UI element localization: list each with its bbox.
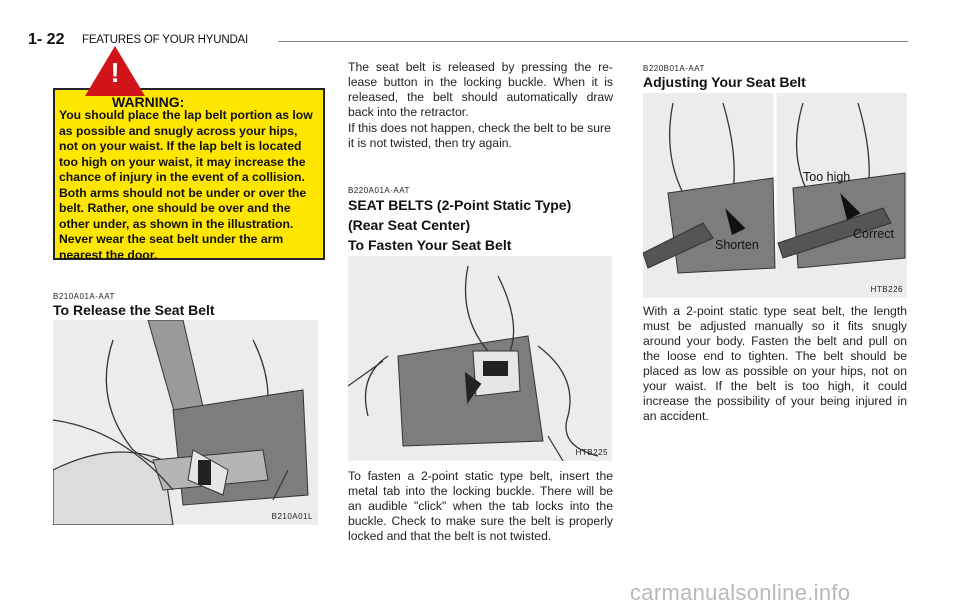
warning-title: WARNING:: [112, 94, 185, 110]
label-correct: Correct: [853, 227, 894, 241]
release-text-2: If this does not happen, check the belt to be sure it is not twisted, then try again.: [348, 121, 611, 150]
fasten-figure-label: HTB225: [575, 448, 608, 457]
adjust-drawing: [643, 93, 907, 298]
page-header: [28, 31, 908, 51]
fasten-code: B220A01A-AAT: [348, 186, 410, 195]
adjust-code: B220B01A-AAT: [643, 64, 705, 73]
release-text-1: The seat belt is released by pressing the re-lease button in the locking buckle. When it is released, the belt should automatically draw back into the retractor.: [348, 60, 613, 119]
header-rule: [278, 41, 908, 42]
release-figure-label: B210A01L: [271, 512, 313, 521]
fasten-illustration: [348, 256, 612, 461]
section-title: FEATURES OF YOUR HYUNDAI: [82, 34, 249, 46]
warning-exclamation: !: [110, 57, 120, 88]
fasten-heading-2: (Rear Seat Center): [348, 217, 471, 233]
release-drawing: [53, 320, 318, 525]
adjust-heading: Adjusting Your Seat Belt: [643, 74, 806, 90]
fasten-drawing: [348, 256, 612, 461]
fasten-heading-3: To Fasten Your Seat Belt: [348, 237, 512, 253]
fasten-text: To fasten a 2-point static type belt, insert the metal tab into the locking buckle. There will be an audible "click" when the tab locks into the buckle. Check to make sure the belt is properly locked and that the belt is not twisted.: [348, 469, 613, 543]
label-too-high: Too high: [803, 170, 851, 184]
release-heading: To Release the Seat Belt: [53, 302, 215, 318]
adjust-figure-label: HTB226: [870, 285, 903, 294]
release-illustration: [53, 320, 318, 525]
adjust-text: With a 2-point static type seat belt, the length must be adjusted manually so it fits snugly around your body. Fasten the belt and pull on the loose end to tighten. The belt should be placed as low as possible on your hips, not on your waist. If the belt is too high, it could increase the possibility of your being injured in an accident.: [643, 304, 907, 423]
fasten-heading-1: SEAT BELTS (2-Point Static Type): [348, 197, 572, 213]
page-number: 1- 22: [28, 31, 65, 48]
adjust-illustration: [643, 93, 907, 298]
warning-text: You should place the lap belt portion as low as possible and snugly across your hips, not on your waist. If the lap belt is located too high on your waist, it may increase the chance of injury in the event of a collision. Both arms should not be under or over the belt. Rather, one should be over and the other under, as shown in the illustration. Never wear the seat belt under the arm nearest the door.: [59, 108, 313, 262]
label-shorten: Shorten: [715, 238, 759, 252]
warning-box: [53, 88, 325, 260]
watermark: carmanualsonline.info: [630, 580, 851, 605]
release-code: B210A01A-AAT: [53, 292, 115, 301]
